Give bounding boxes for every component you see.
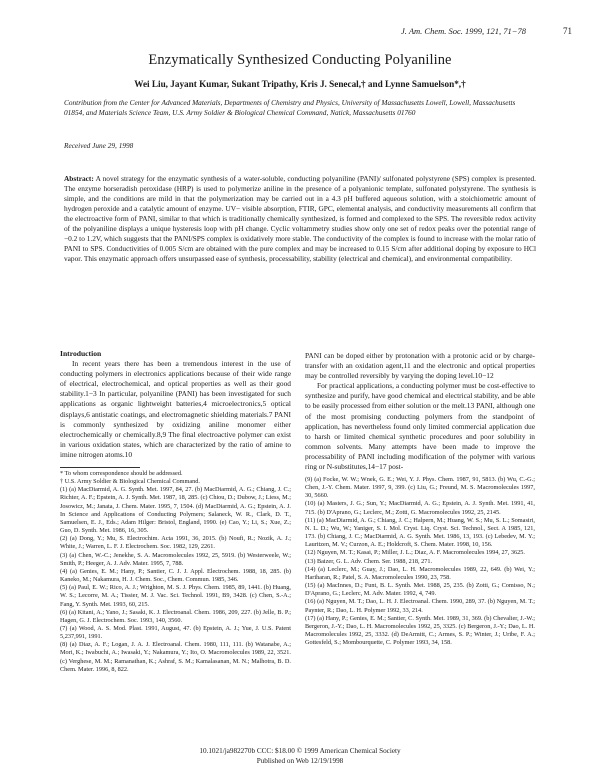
published-date: Published on Web 12/19/1998 bbox=[256, 756, 344, 765]
abstract-text: A novel strategy for the enzymatic synthesis of a water-soluble, conducting polyaniline (PANI)/ sulfonated polystyrene (SPS) complex is presented. The enzyme horseradish peroxidase (HRP) is used to polymerize aniline in the presence of a polyanionic template, sulfonated polystyrene. The synthesis is simple, and the conditions are mild in that the polymerization may be carried out in a 4.3 pH buffered aqueous solution, with a stoichiometric amount of hydrogen peroxide and a catalytic amount of enzyme. UV− visible absorption, FTIR, GPC, elemental analysis, and conductivity measurements all confirm that the electroactive form of PANI, similar to that which is traditionally chemically synthesized, is formed and complexed to the SPS. The reversible redox activity of the polyaniline displays a unique hysteresis loop with pH change. Cyclic voltammetry studies show only one set of redox peaks over the potential range of −0.2 to 1.2V, which suggests that the PANI/SPS complex is oxidatively more stable. The conductivity of the complex is found to increase with the molar ratio of PANI to SPS. Conductivities of 0.005 S/cm are obtained with the pure complex and may be increased to 0.15 S/cm after additional doping by exposure to HCl vapor. This enzymatic approach offers unsurpassed ease of synthesis, processability, stability (electrical and chemical), and environmental compatibility. bbox=[64, 174, 537, 264]
intro-paragraph: In recent years there has been a tremendous interest in the use of conducting polymers in electronics applications because of their wide range of electrical, electrochemical, and optical properties as well as their good stability.1−3 In particular, polyaniline (PANI) has been investigated for such applications as organic lightweight batteries,4 microelectronics,5 optical displays,6 antistatic coatings, and electromagnetic shielding materials.7 PANI is commonly synthesized by oxidizing aniline monomer either electrochemically or chemically.8,9 The final electroactive polymer can exist in various oxidation states, which are characterized by the ratio of amine to imine nitrogen atoms.10 bbox=[60, 359, 291, 459]
left-column bbox=[60, 349, 291, 460]
paper-title: Enzymatically Synthesized Conducting Polyaniline bbox=[148, 52, 452, 68]
footnote: † U.S. Army Soldier & Biological Chemical Command. bbox=[60, 478, 200, 486]
footnote: (2) (a) Dong, Y.; Mu, S. Electrochim. Acta 1991, 36, 2015. (b) Noufi, R.; Nozik, A. J.; White, J.; Warren, L. F. J. Electrochem. Soc. 1982, 129, 2261. bbox=[60, 535, 291, 551]
page-footer bbox=[40, 747, 560, 767]
abstract bbox=[64, 174, 536, 264]
footnote: (7) (a) Wood, A. S. Mod. Plast. 1991, August, 47. (b) Epstein, A. J.; Yue, J. U.S. Patent 5,237,991, 1991. bbox=[60, 624, 291, 641]
footnote-divider bbox=[60, 467, 140, 468]
author-list: Wei Liu, Jayant Kumar, Sukant Tripathy, Kris J. Senecal,† and Lynne Samuelson*,† bbox=[134, 79, 466, 89]
footnote: (12) Nguyen, M. T.; Kasai, P.; Miller, J. L.; Diaz, A. F. Macromolecules 1994, 27, 3625. bbox=[305, 549, 525, 557]
right-column bbox=[305, 351, 535, 472]
footnote: (5) (a) Paul, E. W.; Rico, A. J.; Wrighton, M. S. J. Phys. Chem. 1985, 89, 1441. (b) Huang, W. S.; Lecorre, M. A.; Tissier, M. J. Vac. Sci. Technol. 1991, B9, 3428. (c) Chen, S.-A.; Fang, Y. Synth. Met. 1993, 60, 215. bbox=[60, 584, 291, 608]
affiliation: Contribution from the Center for Advanced Materials, Departments of Chemistry and Physics, University of Massachusetts Lowell, Lowell, Massachusetts 01854, and Materials Science Team, U.S. Army Soldier & Biological Chemical Command, Natick, Massachusetts 01760 bbox=[64, 98, 516, 118]
abstract-label: Abstract: bbox=[64, 174, 94, 183]
footnote: (17) (a) Hany, P.; Genies, E. M.; Santier, C. Synth. Met. 1989, 31, 369. (b) Chevalier, J.-W.; Bergeron, J.-Y.; Dao, L. H. Macromolecules 1992, 25, 3325. (c) Bergeron, J.-Y.; Dao, L. H. Macromolecules 1992, 25, 3332. (d) DeArmitt, C.; Armes, S. P.; Winter, J.; Uribe, F. A.; Gottesfeld, S.; Mombourquette, C. Polymer 1993, 34, 158. bbox=[305, 614, 535, 647]
section-heading-introduction: Introduction bbox=[60, 349, 102, 358]
doi-copyright: 10.1021/ja982270b CCC: $18.00 © 1999 American Chemical Society bbox=[199, 747, 401, 755]
footnote: (1) (a) MacDiarmid, A. G. Synth. Met. 1997, 84, 27. (b) MacDiarmid, A. G.; Chiang, J. C.; Richter, A. F.; Epstein, A. J. Synth. Met. 1987, 18, 285. (c) Chiou, D.; Dubow, J.; Liess, M.; Josowicz, M.; Janata, J. Chem. Mater. 1995, 7, 1504. (d) MacDiarmid, A. G.; Epstein, A. J. In Science and Applications of Conducting Polymers; Salaneck, W. R., Clark, D. T., Samuelsen, E. J., Eds.; Adam Hilger: Bristol, England, 1990. (e) Cao, Y.; Li, S.; Xue, Z.; Guo, D. Synth. Met. 1986, 16, 305. bbox=[60, 486, 291, 535]
footnote: (10) (a) Masters, J. G.; Sun, Y.; MacDiarmid, A. G.; Epstein, A. J. Synth. Met. 1991, 41, 715. (b) D'Aprano, G.; Leclerc, M.; Zotti, G. Macromolecules 1992, 25, 2145. bbox=[305, 500, 535, 516]
footnotes-right bbox=[305, 476, 535, 647]
footnote: (11) (a) MacDiarmid, A. G.; Chiang, J. C.; Halpern, M.; Huang, W. S.; Mu, S. L.; Somasiri, N. L. D.; Wu, W.; Yaniger, S. I. Mol. Cryst. Liq. Cryst. Sci. Technol., Sect. A 1985, 121, 173. (b) Chiang, J. C.; MacDiarmid, A. G. Synth. Met. 1986, 13, 193. (c) Lebedev, M. Y.; Lauritzen, M. V.; Curzon, A. E.; Holdcroft, S. Chem. Mater. 1998, 10, 156. bbox=[305, 516, 535, 549]
footnote: (16) (a) Nguyen, M. T.; Dao, L. H. J. Electroanal. Chem. 1990, 289, 37. (b) Nguyen, M. T.; Paynter, R.; Dao, L. H. Polymer 1992, 33, 214. bbox=[305, 598, 535, 614]
received-date: Received June 29, 1998 bbox=[64, 141, 134, 150]
footnote: (14) (a) Leclerc, M.; Guay, J.; Dao, L. H. Macromolecules 1989, 22, 649. (b) Wei, Y.; Hariharan, R.; Patel, S. A. Macromolecules 1990, 23, 758. bbox=[305, 565, 535, 581]
footnote: (8) (a) Diaz, A. F.; Logan, J. A. J. Electroanal. Chem. 1980, 111, 111. (b) Watanabe, A.; Mori, K.; Iwabuchi, A.; Iwasaki, Y.; Nakamura, Y.; Ito, O. Macromolecules 1989, 22, 3521. (c) Verghese, M. M.; Ramanathan, K.; Ashraf, S. M.; Kamalasanan, M. N.; Malhotra, B. D. Chem. Mater. 1996, 8, 822. bbox=[60, 641, 291, 673]
footnote: (3) (a) Chen, W.-C.; Jenekhe, S. A. Macromolecules 1992, 25, 5919. (b) Westerweele, W.; Smith, P.; Heeger, A. J. Adv. Mater. 1995, 7, 788. bbox=[60, 551, 291, 567]
journal-citation: J. Am. Chem. Soc. 1999, 121, 71−78 bbox=[400, 26, 526, 36]
page-number: 71 bbox=[563, 26, 572, 36]
footnote: (6) (a) Kitani, A.; Yano, J.; Sasaki, K. J. Electroanal. Chem. 1986, 209, 227. (b) Jelle, B. P.; Hagen, G. J. Electrochem. Soc. 1993, 140, 3560. bbox=[60, 608, 291, 624]
right-paragraph-1: PANI can be doped either by protonation with a protonic acid or by charge-transfer with an oxidation agent,11 and the electronic and optical properties may be controlled reversibly by varying the doping level.10−12 bbox=[305, 351, 535, 381]
right-paragraph-2: For practical applications, a conducting polymer must be cost-effective to synthesize and purify, have good chemical and electrical stability, and be able to be easily processed from either solution or the melt.13 PANI, although one of the most promising conducting polymers from the standpoint of application, has nevertheless found only limited commercial application due to harsh or limited chemical synthetic procedures and poor solubility in common solvents. Many attempts have been made to improve the processability of PANI including modification of the polymer with various ring or N-substitutes,14−17 post- bbox=[305, 381, 535, 472]
footnotes-left bbox=[60, 470, 291, 674]
footnote: * To whom correspondence should be addressed. bbox=[60, 470, 183, 477]
footnote: (4) (a) Genies, E. M.; Hany, P.; Santier, C. J. J. Appl. Electrochem. 1988, 18, 285. (b) Kaneko, M.; Nakamura, H. J. Chem. Soc., Chem. Commun. 1985, 346. bbox=[60, 567, 291, 584]
footnote: (15) (a) MacInnes, D.; Funt, B. L. Synth. Met. 1988, 25, 235. (b) Zotti, G.; Comisso, N.; D'Aprano, G.; Leclerc, M. Adv. Mater. 1992, 4, 749. bbox=[305, 582, 535, 598]
footnote: (9) (a) Focke, W. W.; Wnek, G. E.; Wei, Y. J. Phys. Chem. 1987, 91, 5813. (b) Wu, C.-G.; Chen, J.-Y. Chem. Mater. 1997, 9, 399. (c) Liu, G.; Freund, M. S. Macromolecules 1997, 30, 5660. bbox=[305, 476, 535, 500]
footnote: (13) Baizer, G. L. Adv. Chem. Ser. 1988, 218, 271. bbox=[305, 557, 433, 565]
